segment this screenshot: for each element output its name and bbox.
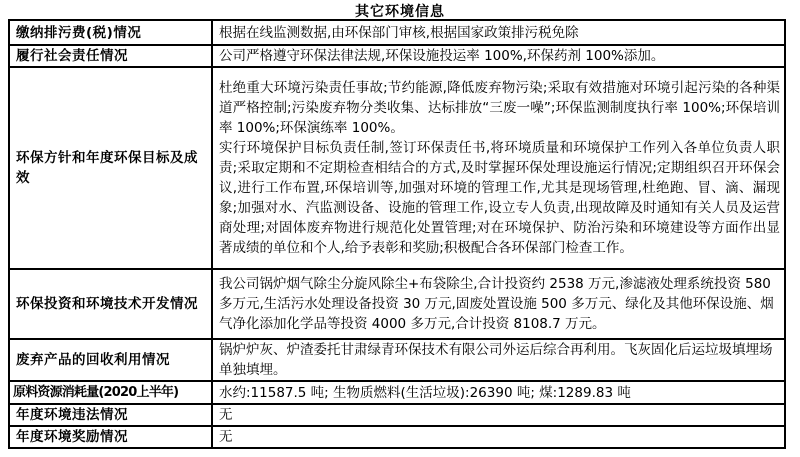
row-value-awards: 无 [212, 426, 785, 448]
policy-goals-paragraph-2: 实行环境保护目标负责任制,签订环保责任书,将环境质量和环境保护工作列入各单位负责人职责;采取定期和不定期检查相结合的方式,及时掌握环保处理设施运行情况;定期组织召开环保会议,进行工作布置,环保培训等,加强对环境的管理工作,尤其是现场管理,杜绝跑、冒、滴、漏现象;加强对水、汽监测设备、设施的管理工作,设立专人负责,出现故障及时通知有关人员及运营商处理;对固体废弃物进行规范化处置管理;对在环境保护、防治污染和环境建设等方面作出显著成绩的单位和个人,给予表彰和奖励;积极配合各环保部门检查工作。 [219, 140, 780, 256]
row-label-pollution-fee: 缴纳排污费(税)情况 [9, 20, 212, 45]
row-value-pollution-fee: 根据在线监测数据,由环保部门审核,根据国家政策排污税免除 [212, 20, 785, 45]
row-label-social-responsibility: 履行社会责任情况 [9, 45, 212, 67]
row-value-policy-goals [212, 67, 785, 269]
row-label-waste-recycling: 废弃产品的回收利用情况 [9, 339, 212, 381]
row-value-resource-consumption: 水约:11587.5 吨; 生物质燃料(生活垃圾):26390 吨; 煤:1289.83 吨 [212, 381, 785, 404]
row-label-investment: 环保投资和环境技术开发情况 [9, 269, 212, 339]
row-label-violations: 年度环境违法情况 [9, 404, 212, 426]
table-row [9, 269, 785, 339]
environment-info-table [8, 19, 786, 449]
table-row [9, 404, 785, 426]
table-row [9, 381, 785, 404]
table-row [9, 426, 785, 448]
table-row [9, 339, 785, 381]
table-row [9, 20, 785, 45]
row-label-awards: 年度环境奖励情况 [9, 426, 212, 448]
page-title: 其它环境信息 [355, 4, 445, 20]
row-label-policy-goals: 环保方针和年度环保目标及成效 [9, 67, 212, 269]
policy-goals-paragraph-1: 杜绝重大环境污染责任事故;节约能源,降低废弃物污染;采取有效措施对环境引起污染的各种渠道严格控制;污染废弃物分类收集、达标排放“三废一噪”;环保监测制度执行率 100%;环保培训率 100%;环保演练率 100%。 [219, 80, 780, 136]
table-row [9, 67, 785, 269]
row-value-investment: 我公司锅炉烟气除尘分旋风除尘+布袋除尘,合计投资约 2538 万元,渗滤液处理系统投资 580 多万元,生活污水处理设备投资 30 万元,固废处置设施 500 多万元、绿化及其他环保设施、烟气净化添加化学品等投资 4000 多万元,合计投资 8108.7 万元。 [212, 269, 785, 339]
row-value-social-responsibility: 公司严格遵守环保法律法规,环保设施投运率 100%,环保药剂 100%添加。 [212, 45, 785, 67]
row-value-waste-recycling: 锅炉炉灰、炉渣委托甘肃绿青环保技术有限公司外运后综合再利用。飞灰固化后运垃圾填埋场单独填埋。 [212, 339, 785, 381]
row-label-resource-consumption: 原料资源消耗量(2020上半年) [9, 381, 212, 404]
table-row [9, 45, 785, 67]
row-value-violations: 无 [212, 404, 785, 426]
